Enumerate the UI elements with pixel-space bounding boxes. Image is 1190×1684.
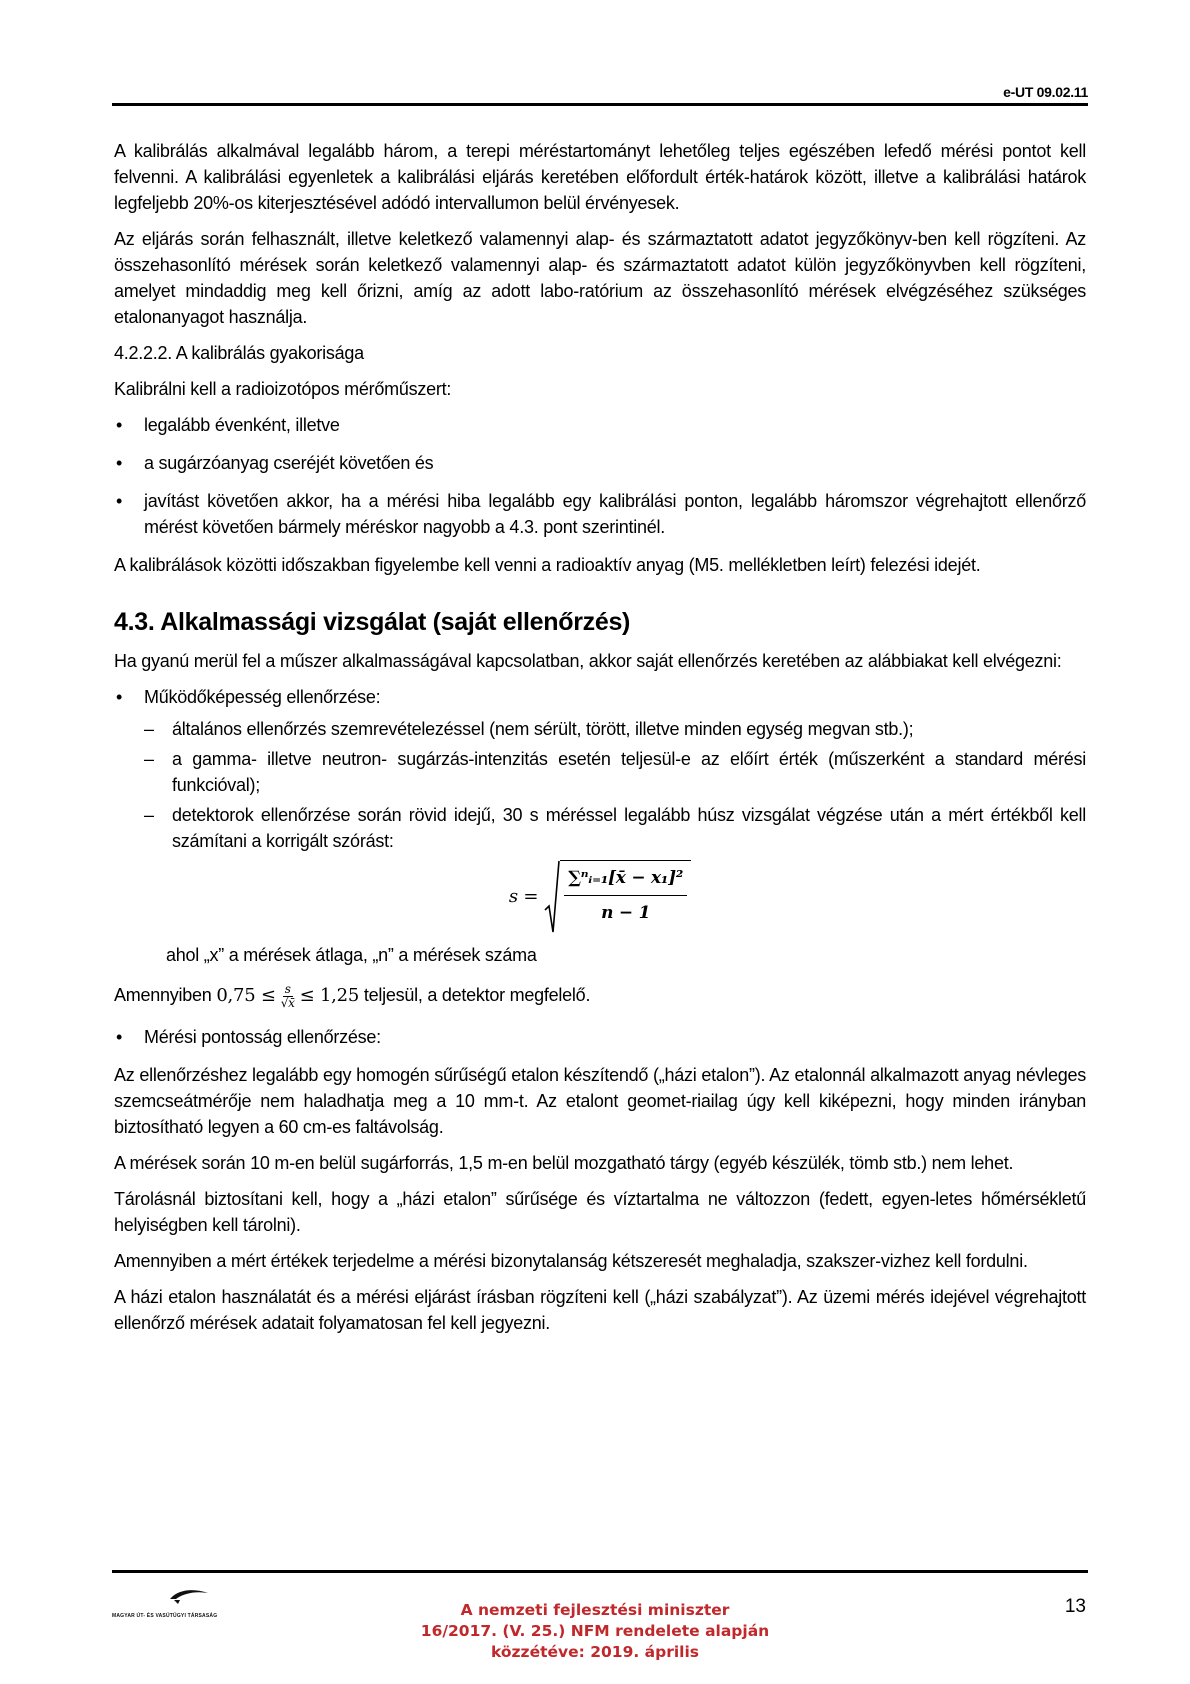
publication-line: 16/2017. (V. 25.) NFM rendelete alapján	[420, 1622, 770, 1640]
list-item: • legalább évenként, illetve	[114, 412, 1086, 438]
paragraph: A mérések során 10 m-en belül sugárforrás, 1,5 m-en belül mozgatható tárgy (egyéb készülék, tömb stb.) nem lehet.	[114, 1152, 1014, 1173]
dash-item: – a gamma- illetve neutron- sugárzás-intenzitás esetén teljesül-e az előírt érték (műszerként a standard mérési funkcióval);	[144, 746, 1086, 798]
list-item: • javítást követően akkor, ha a mérési hiba legalább egy kalibrálási ponton, legalább háromszor végrehajtott ellenőrző mérést követően bármely méréskor nagyobb a 4.3. pont szerintinél.	[114, 488, 1086, 540]
paragraph: Az ellenőrzéshez legalább egy homogén sűrűségű etalon készítendő („házi etalon”). Az etalonnál alkalmazott anyag névleges szemcseátmérője nem haladhatja meg a 10 mm-t. Az etalont geomet-riailag úgy kell kiképezni, hogy minden irányban biztosítható legyen a 60 cm-es faltávolság.	[114, 1064, 1086, 1137]
page-number: 13	[1064, 1596, 1086, 1617]
formula-lhs: s =	[508, 886, 539, 907]
list-item: • Mérési pontosság ellenőrzése:	[114, 1024, 1086, 1050]
subsection-heading: 4.2.2.2. A kalibrálás gyakorisága	[114, 343, 364, 363]
paragraph: Kalibrálni kell a radioizotópos mérőműszert:	[114, 379, 452, 399]
condition-fraction	[279, 983, 297, 1010]
formula-fraction	[560, 860, 691, 934]
condition-prefix: Amennyiben	[114, 985, 212, 1005]
square-root	[544, 860, 691, 934]
section-heading: 4.3. Alkalmassági vizsgálat (saját ellenőrzés)	[114, 608, 631, 636]
formula-note: ahol „x” a mérések átlaga, „n” a mérések száma	[166, 945, 537, 965]
condition-upper: ≤ 1,25	[299, 985, 360, 1007]
paragraph: Az eljárás során felhasznált, illetve keletkező valamennyi alap- és származtatott adatot jegyzőkönyv-ben kell rögzíteni. Az összehasonlító mérések során keletkező valamennyi alap- és származtatott adatot külön jegyzőkönyvben kell rögzíteni, amelyet mindaddig meg kell őrizni, amíg az adott labo-ratórium az összehasonlító mérések elvégzéséhez szükséges etalonanyagot használja.	[114, 229, 1086, 327]
dash-item: – általános ellenőrzés szemrevételezéssel (nem sérült, törött, illetve minden egység megvan stb.);	[144, 716, 1086, 742]
condition-frac-top: s	[284, 981, 291, 996]
condition-lower: 0,75 ≤	[216, 985, 276, 1007]
paragraph: A házi etalon használatát és a mérési eljárást írásban rögzíteni kell („házi szabályzat”). Az üzemi mérés idejével végrehajtott ellenőrző mérések adatait folyamatosan fel kell jegyezni.	[114, 1286, 1086, 1333]
dash-item: – detektorok ellenőrzése során rövid idejű, 30 s méréssel legalább húsz vizsgálat végzése után a mért értékből kell számítani a korrigált szórást:	[144, 802, 1086, 854]
list-item-label: Működőképesség ellenőrzése:	[144, 687, 381, 707]
radical-sign-icon	[544, 860, 560, 934]
std-deviation-formula	[114, 858, 1086, 936]
bullet-list	[114, 412, 1086, 540]
publication-line: A nemzeti fejlesztési miniszter	[460, 1601, 730, 1619]
publication-line: közzétéve: 2019. április	[490, 1643, 700, 1661]
condition-suffix: teljesül, a detektor megfelelő.	[363, 985, 591, 1005]
header-divider	[112, 103, 1088, 106]
paragraph: Tárolásnál biztosítani kell, hogy a „házi etalon” sűrűsége és víztartalma ne változzon (fedett, egyen-letes hőmérsékletű helyiségben kell tárolni).	[114, 1188, 1086, 1235]
formula-numerator: ∑ⁿᵢ₌₁[x̄ − x₁]²	[564, 863, 687, 896]
bullet-list	[114, 1024, 1086, 1050]
list-item	[114, 684, 1086, 854]
condition-frac-bottom: √x̄	[280, 995, 295, 1010]
condition-line	[114, 982, 1086, 1010]
paragraph: A kalibrálások közötti időszakban figyelembe kell venni a radioaktív anyag (M5. mellékletben leírt) felezési idejét.	[114, 555, 981, 575]
paragraph: A kalibrálás alkalmával legalább három, a terepi méréstartományt lehetőleg teljes egészében lefedő mérési pontot kell felvenni. A kalibrálási egyenletek a kalibrálási eljárás keretében előfordult érték-határok között, illetve a kalibrálási határok legfeljebb 20%-os kiterjesztésével adódó intervallumon belül érvényesek.	[114, 141, 1086, 213]
bullet-list	[114, 684, 1086, 854]
footer-divider	[112, 1570, 1088, 1573]
formula-denominator: n − 1	[601, 903, 651, 923]
paragraph: Ha gyanú merül fel a műszer alkalmasságával kapcsolatban, akkor saját ellenőrzés keretében az alábbiakat kell elvégezni:	[114, 651, 1062, 671]
page-content	[114, 138, 1086, 1346]
condition-formula	[216, 983, 359, 1010]
publication-note	[0, 1600, 1190, 1663]
list-item: • a sugárzóanyag cseréjét követően és	[114, 450, 1086, 476]
document-code: e-UT 09.02.11	[1003, 84, 1088, 100]
dash-list	[144, 716, 1086, 854]
logo-text: MAGYAR ÚT- ÉS VASÚTÜGYI TÁRSASÁG	[112, 1613, 218, 1619]
paragraph: Amennyiben a mért értékek terjedelme a mérési bizonytalanság kétszeresét meghaladja, szakszer-vizhez kell fordulni.	[114, 1250, 1028, 1271]
